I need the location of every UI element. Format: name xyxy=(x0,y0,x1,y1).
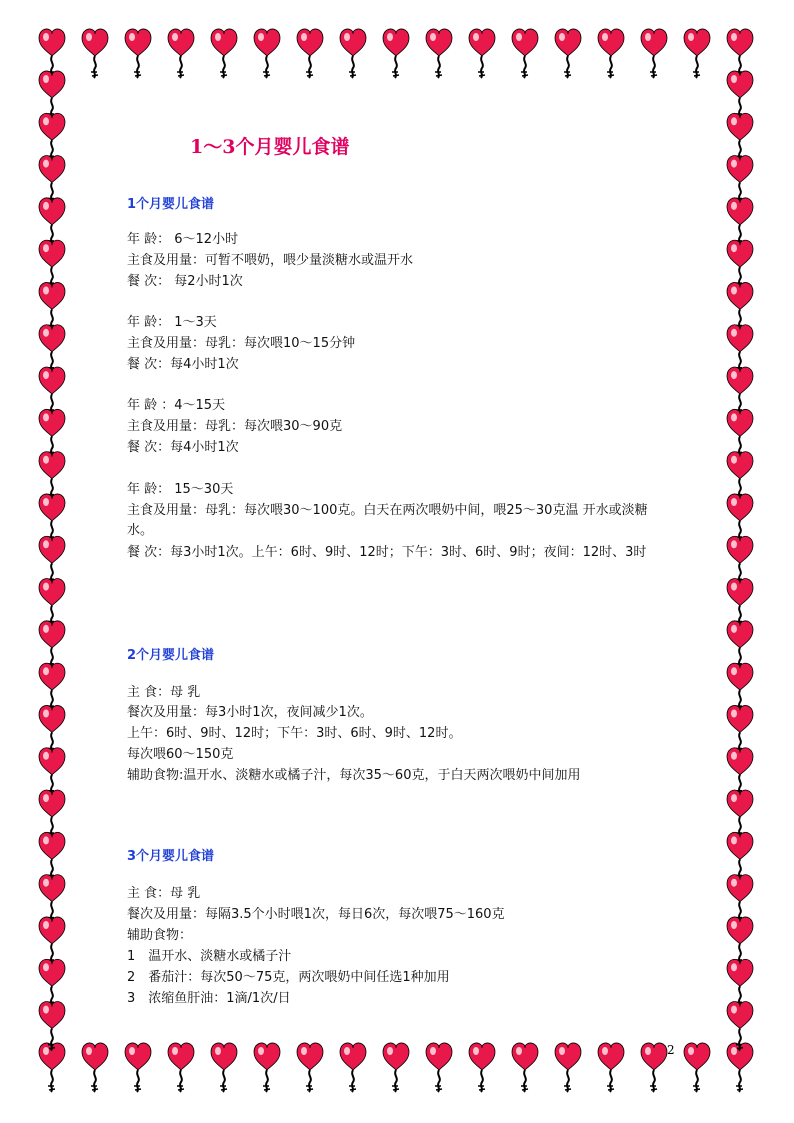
heart-balloon-icon xyxy=(82,29,108,78)
heart-balloon-icon xyxy=(39,198,65,247)
text-line: 主食及用量：母乳：每次喂30～100克。白天在两次喂奶中间，喂25～30克温 开水或淡糖水。 xyxy=(127,503,648,538)
text-line: 主食及用量：母乳：每次喂30～90克 xyxy=(127,419,343,434)
text-line: 餐 次：每4小时1次 xyxy=(127,357,239,372)
heart-balloon-icon xyxy=(727,959,753,1008)
text-line: 主食及用量：可暂不喂奶，喂少量淡糖水或温开水 xyxy=(127,253,414,268)
heart-balloon-icon xyxy=(727,367,753,416)
heart-balloon-icon xyxy=(39,748,65,797)
heart-balloon-icon xyxy=(39,1002,65,1051)
heart-balloon-icon xyxy=(39,240,65,289)
heart-balloon-icon xyxy=(39,959,65,1008)
heart-balloon-icon xyxy=(340,29,366,78)
heart-balloon-icon xyxy=(254,29,280,78)
heart-balloon-icon xyxy=(39,29,65,78)
heart-balloon-icon xyxy=(39,282,65,331)
heart-balloon-icon xyxy=(426,29,452,78)
heart-balloon-icon xyxy=(727,1002,753,1051)
text-line: 年 龄： 1～3天 xyxy=(127,315,217,330)
text-line: 辅助食物:温开水、淡糖水或橘子汁，每次35～60克，于白天两次喂奶中间加用 xyxy=(127,768,581,783)
heart-balloon-icon xyxy=(297,29,323,78)
text-line: 餐次及用量：每隔3.5个小时喂1次，每日6次，每次喂75～160克 xyxy=(127,907,505,922)
heart-balloon-icon xyxy=(39,917,65,966)
heart-balloon-icon xyxy=(727,579,753,628)
text-line: 餐 次： 每2小时1次 xyxy=(127,274,243,289)
section-heading-2-month: 2个月婴儿食谱 xyxy=(127,648,215,663)
heart-balloon-icon xyxy=(727,790,753,839)
text-line: 年 龄： 6～12小时 xyxy=(127,232,239,247)
text-line: 主食及用量：母乳：每次喂10～15分钟 xyxy=(127,336,356,351)
heart-balloon-icon xyxy=(39,875,65,924)
heart-balloon-icon xyxy=(555,1043,581,1092)
heart-balloon-icon xyxy=(39,579,65,628)
heart-balloon-icon xyxy=(39,790,65,839)
text-line: 餐 次：每4小时1次 xyxy=(127,440,239,455)
page-number: 2 xyxy=(667,1043,675,1057)
heart-balloon-icon xyxy=(727,494,753,543)
heart-balloon-icon xyxy=(727,917,753,966)
heart-balloon-icon xyxy=(125,1043,151,1092)
heart-balloon-icon xyxy=(211,1043,237,1092)
heart-balloon-icon xyxy=(727,282,753,331)
heart-balloon-icon xyxy=(39,663,65,712)
heart-balloon-icon xyxy=(684,29,710,78)
heart-balloon-icon xyxy=(383,1043,409,1092)
heart-balloon-icon xyxy=(39,409,65,458)
heart-balloon-icon xyxy=(297,1043,323,1092)
heart-balloon-icon xyxy=(125,29,151,78)
heart-balloon-icon xyxy=(727,748,753,797)
section-heading-3-month: 3个月婴儿食谱 xyxy=(127,849,215,864)
heart-balloon-icon xyxy=(512,29,538,78)
text-line: 主 食：母 乳 xyxy=(127,685,201,700)
text-line: 1 温开水、淡糖水或橘子汁 xyxy=(127,949,292,964)
heart-balloon-icon xyxy=(727,536,753,585)
heart-balloon-icon xyxy=(82,1043,108,1092)
heart-balloon-icon xyxy=(727,409,753,458)
heart-balloon-icon xyxy=(39,325,65,374)
heart-balloon-icon xyxy=(727,663,753,712)
heart-balloon-icon xyxy=(727,113,753,162)
heart-balloon-icon xyxy=(383,29,409,78)
text-line: 辅助食物： xyxy=(127,928,193,943)
heart-balloon-icon xyxy=(598,29,624,78)
heart-balloon-icon xyxy=(727,452,753,501)
heart-balloon-icon xyxy=(39,832,65,881)
heart-balloon-icon xyxy=(39,156,65,205)
text-line: 每次喂60～150克 xyxy=(127,747,234,762)
heart-balloon-icon xyxy=(727,198,753,247)
heart-balloon-icon xyxy=(727,240,753,289)
text-line: 主 食：母 乳 xyxy=(127,886,201,901)
heart-balloon-icon xyxy=(39,452,65,501)
heart-balloon-icon xyxy=(727,325,753,374)
heart-balloon-icon xyxy=(211,29,237,78)
heart-balloon-icon xyxy=(684,1043,710,1092)
heart-balloon-icon xyxy=(168,1043,194,1092)
heart-balloon-icon xyxy=(727,71,753,120)
heart-balloon-icon xyxy=(39,494,65,543)
heart-balloon-icon xyxy=(426,1043,452,1092)
heart-balloon-icon xyxy=(39,536,65,585)
heart-balloon-icon xyxy=(39,621,65,670)
page-title: 1～3个月婴儿食谱 xyxy=(190,136,350,158)
heart-balloon-icon xyxy=(39,113,65,162)
text-line: 餐 次：每3小时1次。上午：6时、9时、12时；下午：3时、6时、9时；夜间：12时、3时 xyxy=(127,545,647,560)
heart-balloon-icon xyxy=(641,1043,667,1092)
heart-balloon-icon xyxy=(39,71,65,120)
heart-balloon-icon xyxy=(555,29,581,78)
heart-balloon-icon xyxy=(727,156,753,205)
heart-balloon-icon xyxy=(727,705,753,754)
heart-balloon-icon xyxy=(39,367,65,416)
text-line: 2 番茄汁：每次50～75克，两次喂奶中间任选1种加用 xyxy=(127,970,450,985)
text-line: 3 浓缩鱼肝油：1滴/1次/日 xyxy=(127,991,291,1006)
heart-balloon-icon xyxy=(641,29,667,78)
heart-balloon-icon xyxy=(512,1043,538,1092)
section-heading-1-month: 1个月婴儿食谱 xyxy=(127,197,215,212)
heart-balloon-icon xyxy=(727,621,753,670)
text-line: 年 龄： 15～30天 xyxy=(127,482,234,497)
text-line: 上午：6时、9时、12时；下午：3时、6时、9时、12时。 xyxy=(127,726,462,741)
heart-balloon-icon xyxy=(168,29,194,78)
heart-balloon-icon xyxy=(469,1043,495,1092)
heart-balloon-icon xyxy=(340,1043,366,1092)
heart-balloon-icon xyxy=(254,1043,280,1092)
text-line: 餐次及用量：每3小时1次，夜间减少1次。 xyxy=(127,705,373,720)
heart-balloon-icon xyxy=(39,705,65,754)
heart-balloon-icon xyxy=(727,832,753,881)
heart-balloon-icon xyxy=(727,875,753,924)
heart-balloon-icon xyxy=(469,29,495,78)
heart-balloon-icon xyxy=(727,29,753,78)
text-line: 年 龄 ：4～15天 xyxy=(127,398,226,413)
heart-balloon-icon xyxy=(598,1043,624,1092)
